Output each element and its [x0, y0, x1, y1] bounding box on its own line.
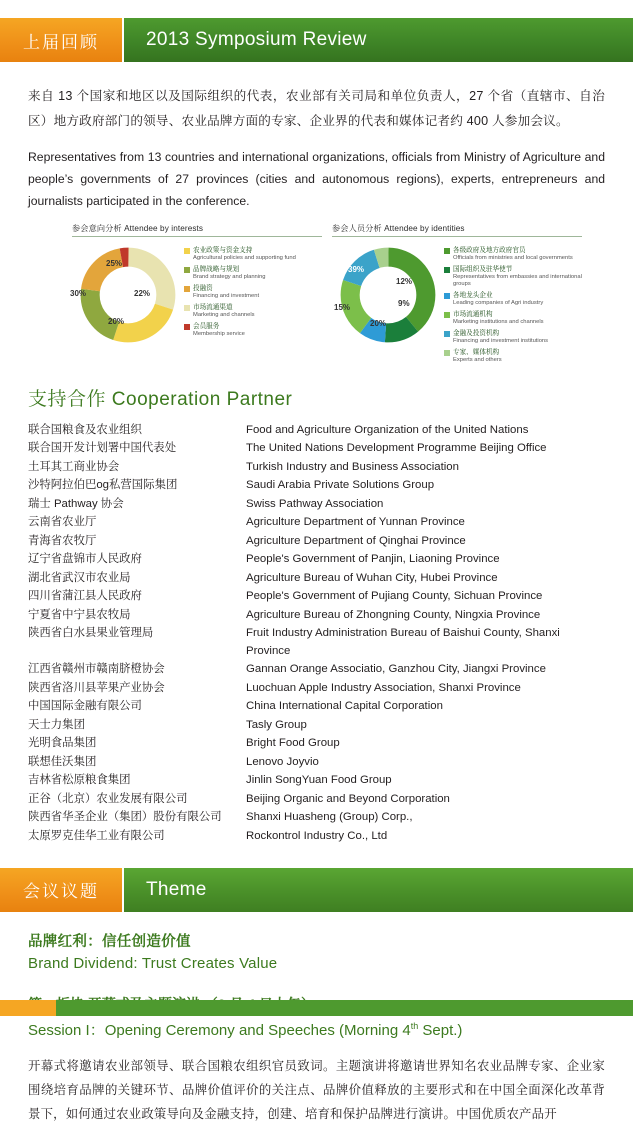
table-row: [28, 735, 605, 754]
legend-label-cn: 专家、媒体机构: [453, 349, 500, 357]
legend-label-en: Financing and investment institutions: [453, 338, 549, 345]
table-row: [28, 514, 605, 533]
partner-name-cn: 瑞士 Pathway 协会: [28, 497, 124, 510]
legend-item: [184, 266, 296, 281]
table-row: [28, 532, 605, 551]
chart-attendee-by-interests: [72, 223, 322, 368]
chart-2-label-1: 12%: [396, 276, 413, 286]
chart-1-caption: 参会意向分析 Attendee by interests: [72, 223, 322, 237]
partner-name-en: Agriculture Department of Qinghai Province: [246, 534, 466, 547]
legend-label-cn: 品牌战略与规划: [193, 265, 240, 273]
legend-item: [444, 311, 582, 326]
partner-name-cn: 天士力集团: [28, 718, 85, 731]
chart-1-legend: [184, 243, 296, 342]
table-row: [28, 790, 605, 809]
session-title-en-post: Sept.): [418, 1021, 463, 1039]
partner-name-en: Agriculture Department of Yunnan Province: [246, 516, 465, 529]
table-row: [28, 551, 605, 570]
chart-1-label-3: 30%: [70, 288, 87, 298]
legend-label-cn: 农业政策与资金支持: [193, 246, 253, 254]
chart-2-label-0: 39%: [348, 264, 365, 274]
partner-name-en: Jinlin SongYuan Food Group: [246, 774, 392, 787]
partner-name-en: Shanxi Huasheng (Group) Corp.,: [246, 811, 413, 824]
partner-name-en: Beijing Organic and Beyond Corporation: [246, 792, 450, 805]
partner-name-cn: 太原罗克佳华工业有限公司: [28, 829, 165, 842]
legend-label-en: Financing and investment: [193, 293, 260, 300]
review-paragraph-en: Representatives from 13 countries and international organizations, officials from Ministry of Agriculture and people’s governments of 27 provinces (cities and autonomous regions), experts, entrepreneurs and journalists participated in the conference.: [28, 150, 605, 208]
partner-name-en: Gannan Orange Associatio, Ganzhou City, Jiangxi Province: [246, 663, 546, 676]
table-row: [28, 569, 605, 588]
chart-2-donut: [332, 243, 444, 349]
partner-name-en: Fruit Industry Administration Bureau of Baishui County, Shanxi Province: [246, 627, 560, 657]
partner-heading: 支持合作 Cooperation Partner: [28, 389, 293, 410]
partner-name-cn: 江西省赣州市赣南脐橙协会: [28, 663, 165, 676]
legend-swatch-icon: [184, 305, 190, 311]
legend-label-en: Officials from ministries and local governments: [453, 255, 573, 262]
partner-name-cn: 联合国粮食及农业组织: [28, 423, 142, 436]
charts-row: [28, 223, 605, 368]
legend-item: [444, 349, 582, 364]
legend-swatch-icon: [444, 312, 450, 318]
session-title-en-pre: Session I：Opening Ceremony and Speeches (Morning 4: [28, 1021, 411, 1039]
legend-label-cn: 市场流通机构: [453, 311, 493, 319]
partner-name-en: Saudi Arabia Private Solutions Group: [246, 479, 435, 492]
section-tag-review: 上届回顾: [0, 18, 122, 62]
legend-swatch-icon: [444, 293, 450, 299]
chart-attendee-by-identities: [332, 223, 582, 368]
legend-item: [444, 330, 582, 345]
legend-label-en: Experts and others: [453, 357, 502, 364]
section-title-theme: Theme: [146, 878, 207, 900]
partner-name-cn: 陕西省华圣企业（集团）股份有限公司: [28, 811, 222, 824]
legend-label-cn: 国际组织及驻华使节: [453, 265, 513, 273]
partner-name-cn: 四川省蒲江县人民政府: [28, 590, 142, 603]
chart-1-label-1: 22%: [134, 288, 151, 298]
partner-name-en: Bright Food Group: [246, 737, 340, 750]
legend-item: [444, 292, 582, 307]
legend-item: [444, 266, 582, 289]
partner-name-cn: 联想佳沃集团: [28, 755, 97, 768]
partner-name-cn: 吉林省松原粮食集团: [28, 774, 131, 787]
legend-label-en: Representatives from embassies and international groups: [453, 274, 582, 288]
partner-table: [28, 421, 605, 846]
partner-name-cn: 宁夏省中宁县农牧局: [28, 608, 131, 621]
table-row: [28, 809, 605, 828]
section-title-review: 2013 Symposium Review: [146, 29, 367, 50]
page-footer-strip: [0, 1000, 633, 1016]
partner-name-en: China International Capital Corporation: [246, 700, 443, 713]
table-row: [28, 421, 605, 440]
legend-swatch-icon: [184, 267, 190, 273]
chart-2-legend: [444, 243, 582, 368]
table-row: [28, 698, 605, 717]
legend-label-en: Brand strategy and planning: [193, 274, 266, 281]
legend-label-cn: 各地龙头企业: [453, 292, 493, 300]
partner-name-cn: 湖北省武汉市农业局: [28, 571, 131, 584]
legend-label-cn: 金融及投资机构: [453, 330, 500, 338]
table-row: [28, 440, 605, 459]
theme-headline-cn: 品牌红利：信任创造价值: [28, 933, 191, 950]
legend-item: [184, 304, 296, 319]
legend-label-cn: 市场流通渠道: [193, 303, 233, 311]
partner-name-en: Turkish Industry and Business Association: [246, 460, 459, 473]
partner-name-cn: 云南省农业厅: [28, 516, 97, 529]
section-header-review: [0, 18, 633, 62]
session-description: 开幕式将邀请农业部领导、联合国粮农组织官员致词。主题演讲将邀请世界知名农业品牌专家、企业家围绕培育品牌的关键环节、品牌价值评价的关注点、品牌价值释放的主要形式和在中国全面深化改革背景下，如何通过农业政策导向及金融支持，创建、培育和保护品牌进行演讲。中国优质农产品开: [28, 1058, 605, 1122]
partner-name-cn: 沙特阿拉伯巴og私营国际集团: [28, 479, 178, 492]
legend-label-cn: 投融资: [193, 284, 213, 292]
table-row: [28, 716, 605, 735]
legend-label-cn: 会员服务: [193, 322, 220, 330]
footer-green-block: [56, 1000, 633, 1016]
partner-name-cn: 辽宁省盘锦市人民政府: [28, 553, 142, 566]
partner-name-cn: 光明食品集团: [28, 737, 97, 750]
legend-item: [184, 247, 296, 262]
table-row: [28, 477, 605, 496]
review-paragraph-cn: 来自 13 个国家和地区以及国际组织的代表，农业部有关司局和单位负责人，27 个省（直辖市、自治区）地方政府部门的领导、农业品牌方面的专家、企业界的代表和媒体记者约 400 人参加会议。: [28, 89, 605, 128]
chart-2-label-2: 9%: [398, 298, 410, 308]
table-row: [28, 679, 605, 698]
legend-label-en: Marketing institutions and channels: [453, 319, 544, 326]
chart-1-svg: [78, 245, 178, 345]
table-row: [28, 606, 605, 625]
partner-name-cn: 联合国开发计划署中国代表处: [28, 442, 177, 455]
table-row: [28, 588, 605, 607]
chart-2-label-4: 15%: [334, 302, 351, 312]
legend-swatch-icon: [444, 248, 450, 254]
chart-2-label-3: 20%: [370, 318, 387, 328]
legend-label-en: Marketing and channels: [193, 312, 255, 319]
partner-name-cn: 陕西省白水县果业管理局: [28, 627, 154, 640]
partner-name-en: Tasly Group: [246, 718, 307, 731]
partner-name-en: Rockontrol Industry Co., Ltd: [246, 829, 388, 842]
partner-name-cn: 正谷（北京）农业发展有限公司: [28, 792, 188, 805]
partner-name-en: Agriculture Bureau of Zhongning County, Ningxia Province: [246, 608, 541, 621]
table-row: [28, 661, 605, 680]
theme-headline-en: Brand Dividend: Trust Creates Value: [28, 954, 278, 972]
chart-2-svg: [338, 245, 438, 345]
chart-1-label-0: 25%: [106, 258, 123, 268]
page-top-margin: [0, 0, 633, 18]
partner-name-en: Luochuan Apple Industry Association, Shanxi Province: [246, 681, 521, 694]
legend-item: [184, 323, 296, 338]
review-content: [0, 62, 633, 852]
legend-swatch-icon: [184, 286, 190, 292]
partner-name-en: The United Nations Development Programme Beijing Office: [246, 442, 547, 455]
table-row: [28, 495, 605, 514]
partner-name-cn: 青海省农牧厅: [28, 534, 97, 547]
table-row: [28, 827, 605, 846]
legend-item: [184, 285, 296, 300]
chart-1-donut: [72, 243, 184, 349]
legend-swatch-icon: [444, 267, 450, 273]
table-row: [28, 458, 605, 477]
legend-label-en: Agricultural policies and supporting fund: [193, 255, 296, 262]
partner-name-cn: 中国国际金融有限公司: [28, 700, 142, 713]
chart-1-label-2: 20%: [108, 316, 125, 326]
session-title-en-sup: th: [410, 1020, 419, 1031]
table-row: [28, 625, 605, 661]
legend-swatch-icon: [184, 248, 190, 254]
section-tag-theme: 会议议题: [0, 868, 122, 912]
partner-name-cn: 土耳其工商业协会: [28, 460, 120, 473]
partner-name-en: People's Government of Panjin, Liaoning Province: [246, 553, 500, 566]
legend-label-en: Membership service: [193, 331, 245, 338]
legend-label-en: Leading companies of Agri industry: [453, 300, 544, 307]
session-title-en: [28, 1019, 605, 1040]
partner-name-en: People's Government of Pujiang County, Sichuan Province: [246, 590, 543, 603]
section-header-theme: [0, 868, 633, 912]
theme-content: [0, 912, 633, 1126]
legend-swatch-icon: [444, 350, 450, 356]
partner-name-cn: 陕西省洛川县苹果产业协会: [28, 681, 165, 694]
footer-accent-block: [0, 1000, 56, 1016]
table-row: [28, 772, 605, 791]
partner-name-en: Swiss Pathway Association: [246, 497, 384, 510]
partner-name-en: Food and Agriculture Organization of the United Nations: [246, 423, 529, 436]
table-row: [28, 753, 605, 772]
legend-swatch-icon: [184, 324, 190, 330]
legend-label-cn: 各级政府及地方政府官员: [453, 246, 526, 254]
chart-2-caption: 参会人员分析 Attendee by identities: [332, 223, 582, 237]
partner-name-en: Agriculture Bureau of Wuhan City, Hubei Province: [246, 571, 498, 584]
legend-item: [444, 247, 582, 262]
partner-name-en: Lenovo Joyvio: [246, 755, 319, 768]
legend-swatch-icon: [444, 331, 450, 337]
